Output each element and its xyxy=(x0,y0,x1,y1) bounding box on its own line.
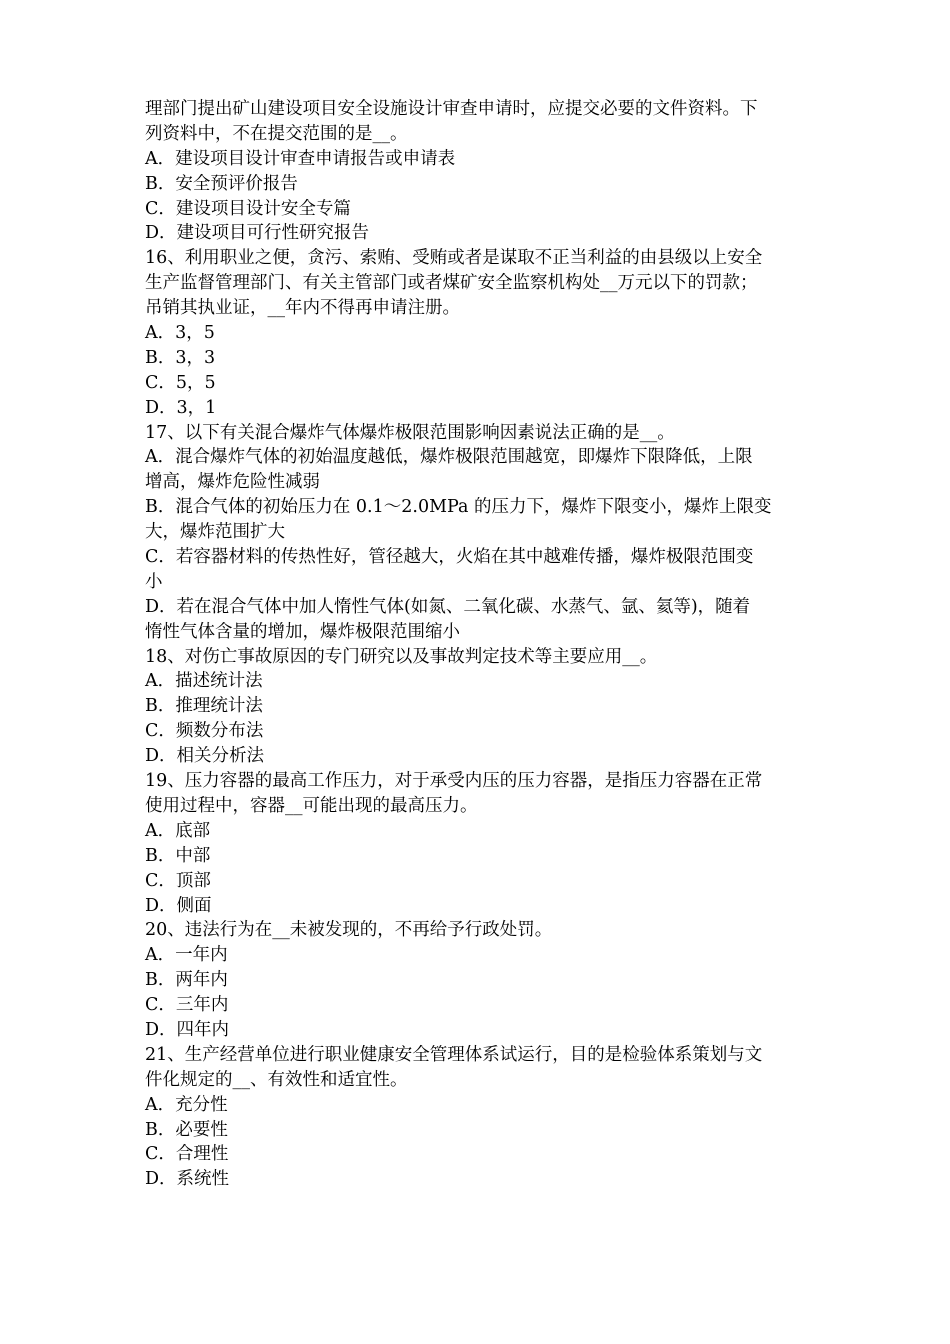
question-line: 生产监督管理部门、有关主管部门或者煤矿安全监察机构处__万元以下的罚款； xyxy=(145,273,758,294)
option-line: D．3，1 xyxy=(145,397,217,418)
option-line: D．若在混合气体中加人惰性气体(如氮、二氧化碳、水蒸气、氩、氦等)，随着 xyxy=(145,596,751,617)
option-line: B．两年内 xyxy=(145,970,228,991)
option-line: B．必要性 xyxy=(145,1119,228,1140)
option-line: A．底部 xyxy=(145,820,211,841)
option-line: C．三年内 xyxy=(145,995,229,1016)
option-line: B．推理统计法 xyxy=(145,696,263,717)
option-line: A．建设项目设计审查申请报告或申请表 xyxy=(145,148,456,169)
exam-text xyxy=(145,97,825,1192)
option-line: A．混合爆炸气体的初始温度越低，爆炸极限范围越宽，即爆炸下限降低，上限 xyxy=(145,447,753,468)
option-line: A．描述统计法 xyxy=(145,671,263,692)
option-line: A．一年内 xyxy=(145,945,228,966)
question-line: 件化规定的__、有效性和适宜性。 xyxy=(145,1069,408,1090)
text-line: 列资料中，不在提交范围的是__。 xyxy=(145,123,408,144)
option-line: D．侧面 xyxy=(145,895,212,916)
question-line: 20、违法行为在__未被发现的，不再给予行政处罚。 xyxy=(145,920,553,941)
question-line: 16、利用职业之便，贪污、索贿、受贿或者是谋取不正当利益的由县级以上安全 xyxy=(145,248,763,269)
option-line: C．若容器材料的传热性好，管径越大，火焰在其中越难传播，爆炸极限范围变 xyxy=(145,547,754,568)
option-line: A．充分性 xyxy=(145,1094,228,1115)
option-line: 大，爆炸范围扩大 xyxy=(145,522,285,543)
option-line: 增高，爆炸危险性减弱 xyxy=(145,472,320,493)
option-line: C．5，5 xyxy=(145,372,216,393)
option-line: A．3，5 xyxy=(145,323,215,344)
question-line: 21、生产经营单位进行职业健康安全管理体系试运行，目的是检验体系策划与文 xyxy=(145,1044,763,1065)
option-line: 小 xyxy=(145,571,163,592)
option-line: B．安全预评价报告 xyxy=(145,173,298,194)
option-line: B．3，3 xyxy=(145,347,216,368)
question-line: 使用过程中，容器__可能出现的最高压力。 xyxy=(145,795,478,816)
question-line: 19、压力容器的最高工作压力，对于承受内压的压力容器，是指压力容器在正常 xyxy=(145,771,763,792)
option-line: D．系统性 xyxy=(145,1169,230,1190)
option-line: B．混合气体的初始压力在 0.1～2.0MPa 的压力下，爆炸下限变小，爆炸上限变 xyxy=(145,497,772,518)
option-line: 惰性气体含量的增加，爆炸极限范围缩小 xyxy=(145,621,460,642)
option-line: C．顶部 xyxy=(145,870,211,891)
question-line: 18、对伤亡事故原因的专门研究以及事故判定技术等主要应用__。 xyxy=(145,646,658,667)
option-line: C．频数分布法 xyxy=(145,721,264,742)
option-line: C．建设项目设计安全专篇 xyxy=(145,198,351,219)
option-line: C．合理性 xyxy=(145,1144,229,1165)
option-line: D．建设项目可行性研究报告 xyxy=(145,223,370,244)
option-line: D．相关分析法 xyxy=(145,746,265,767)
option-line: B．中部 xyxy=(145,845,211,866)
question-line: 吊销其执业证，__年内不得再申请注册。 xyxy=(145,298,460,319)
option-line: D．四年内 xyxy=(145,1019,230,1040)
question-line: 17、以下有关混合爆炸气体爆炸极限范围影响因素说法正确的是__。 xyxy=(145,422,675,443)
text-line: 理部门提出矿山建设项目安全设施设计审查申请时，应提交必要的文件资料。下 xyxy=(145,99,758,119)
